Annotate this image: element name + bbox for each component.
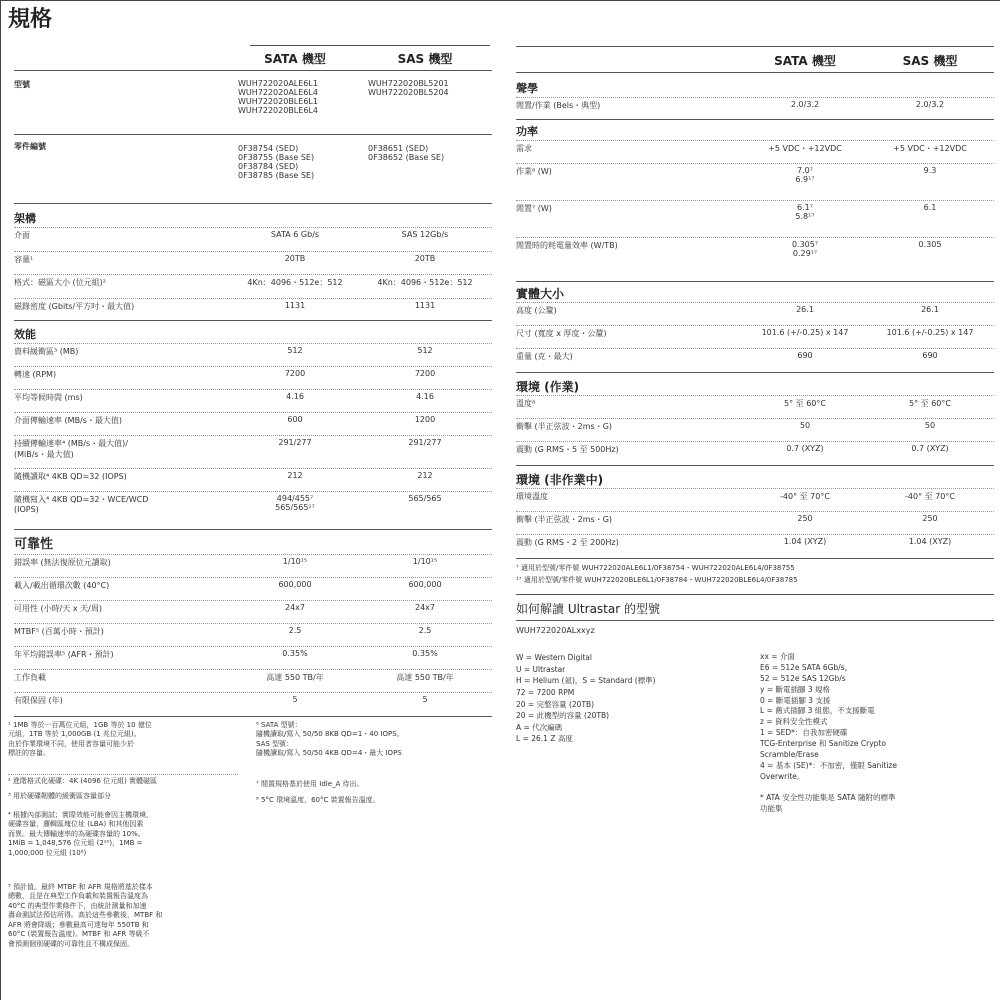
decode-model: WUH722020ALxxyz xyxy=(516,626,595,635)
perf-row-label: 隨機寫入⁴ 4KB QD=32・WCE/WCD (IOPS) xyxy=(14,495,149,514)
perf-row-sas: 7200 xyxy=(414,369,436,378)
footnote-6: ⁶ SATA 型號： 隨機讀取/寫入 50/50 8KB QD=1・40 IOPS。 SAS 型號： 隨機讀取/寫入 50/50 4KB QD=4・最大 IOPS xyxy=(256,721,404,758)
env-nonop-row-rule xyxy=(516,534,994,535)
rel-row-label: 年平均錯誤率⁵ (AFR・預計) xyxy=(14,650,114,659)
right-rule-decode xyxy=(516,620,994,621)
acoustics-row-sata: 2.0/3.2 xyxy=(790,100,820,109)
power-row-rule xyxy=(516,200,994,201)
power-header: 功率 xyxy=(516,125,538,138)
arch-header: 架構 xyxy=(14,212,36,225)
power-row-sas: +5 VDC・+12VDC xyxy=(893,144,967,153)
rel-row-sata: 5 xyxy=(292,695,298,704)
right-rule-power xyxy=(516,281,994,282)
env-nonop-row-sas: 1.04 (XYZ) xyxy=(908,537,952,546)
phys-row-sas: 26.1 xyxy=(921,305,939,314)
left-rule-model xyxy=(14,134,492,135)
rel-row-rule xyxy=(14,646,492,647)
perf-row-rule xyxy=(14,366,492,367)
arch-row-sas: 1131 xyxy=(414,300,436,310)
env-op-row-sas: 5° 至 60°C xyxy=(909,399,951,408)
arch-row-label: 容量¹ xyxy=(14,254,34,264)
arch-row-rule xyxy=(14,251,492,252)
decode-right: xx = 介面 E6 = 512e SATA 6Gb/s， 52 = 512e SAS 12Gb/s y = 斷電插腳 3 規格 0 = 斷電插腳 3 支援 L = 舊式插腳 3 組態，不支援斷電 z = 資料安全性模式 1 = SED*：自我加密硬碟 TCG-Enterprise 和 Sanitize Crypto Scramble/Erase 4 = 基本 (SE)*：不加密，僅限 Sanitize Overwrite。 * ATA 安全性功能集是 SATA 隨附的標準 功能集 xyxy=(760,652,897,814)
env-nonop-row-label: 震動 (G RMS・2 至 200Hz) xyxy=(516,538,619,547)
env-nonop-row-sas: 250 xyxy=(922,514,938,523)
perf-row-rule xyxy=(14,435,492,436)
env-op-row-sata: 50 xyxy=(799,421,811,430)
right-rule-envop xyxy=(516,465,994,466)
perf-row-sata: 291/277 xyxy=(278,438,312,447)
left-rule-part xyxy=(14,203,492,204)
right-rule-top xyxy=(516,46,994,47)
decode-left: W = Western Digital U = Ultrastar H = Helium (氦)，S = Standard (標準) 72 = 7200 RPM 20 = 完整容量 (20TB) 20 = 此機型的容量 (20TB) A = 代次編碼 L = 26.1 Z 高度 xyxy=(516,653,656,744)
perf-row-rule xyxy=(14,468,492,469)
rel-row-sata: 600,000 xyxy=(278,580,312,589)
footnote-2: ² 進階格式化硬碟：4K (4096 位元組) 實體磁區 xyxy=(8,777,158,785)
perf-row-sata: 4.16 xyxy=(286,392,304,401)
power-row-sas: 0.305 xyxy=(918,240,942,249)
power-row-sata: +5 VDC・+12VDC xyxy=(768,144,842,153)
rel-row-label: 有限保固 (年) xyxy=(14,696,63,705)
power-row-sas: 9.3 xyxy=(923,166,937,175)
phys-row-label: 重量 (克・最大) xyxy=(516,352,573,361)
right-rule-phys xyxy=(516,372,994,373)
power-row-label: 閒置⁷ (W) xyxy=(516,204,552,213)
rel-row-label: 錯誤率 (無法復原位元讀取) xyxy=(14,558,111,567)
phys-row-sata: 101.6 (+/-0.25) x 147 xyxy=(761,328,849,337)
env-nonop-row-rule xyxy=(516,488,994,489)
perf-row-sata: 600 xyxy=(287,415,303,424)
env-nonop-row-sata: 1.04 (XYZ) xyxy=(783,537,827,546)
rel-row-rule xyxy=(14,554,492,555)
power-row-sata: 7.0⁷ 6.9¹⁷ xyxy=(795,166,815,184)
left-rule-top xyxy=(250,45,490,46)
acoustics-header: 聲學 xyxy=(516,82,538,95)
right-header-sas: SAS 機型 xyxy=(902,54,958,68)
acoustics-row-label: 閒置/作業 (Bels・典型) xyxy=(516,101,601,110)
power-row-rule xyxy=(516,140,994,141)
power-row-rule xyxy=(516,237,994,238)
phys-row-label: 高度 (公釐) xyxy=(516,306,557,315)
perf-row-sas: 4.16 xyxy=(416,392,434,401)
env-nonop-row-sata: 250 xyxy=(797,514,813,523)
power-row-label: 作業⁸ (W) xyxy=(516,167,552,176)
env-op-row-label: 溫度⁸ xyxy=(516,399,536,408)
env-op-header: 環境 (作業) xyxy=(516,380,580,394)
footnote-1: ¹ 1MB 等於一百萬位元組，1GB 等於 10 億位 元組，1TB 等於 1,000GB (1 兆位元組)。 由於作業環境不同，使用者容量可能少於 標註的容量。 xyxy=(8,721,152,758)
power-row-sata: 0.305⁷ 0.29¹⁷ xyxy=(791,240,819,258)
perf-row-sas: 212 xyxy=(417,471,433,480)
right-note-1: ⁷ 適用於型號/零件號 WUH722020ALE6L1/0F38754・WUH722020ALE6L4/0F38755 xyxy=(516,564,795,572)
rel-row-sata: 24x7 xyxy=(284,603,305,612)
power-row-sata: 6.1⁷ 5.8¹⁷ xyxy=(795,203,815,221)
perf-row-rule xyxy=(14,389,492,390)
phys-row-sas: 101.6 (+/-0.25) x 147 xyxy=(886,328,974,337)
perf-row-label: 資料緩衝區³ (MB) xyxy=(14,347,79,356)
perf-row-label: 隨機讀取⁴ 4KB QD=32 (IOPS) xyxy=(14,472,127,481)
arch-row-label: 磁錄密度 (Gbits/平方吋・最大值) xyxy=(14,301,135,311)
power-row-label: 需求 xyxy=(516,144,532,153)
left-rule-rel xyxy=(14,716,492,717)
left-rule-hdr xyxy=(14,70,492,71)
right-header-sata: SATA 機型 xyxy=(774,54,836,68)
rel-row-sas: 5 xyxy=(422,695,428,704)
env-op-row-sas: 50 xyxy=(924,421,936,430)
perf-row-sas: 512 xyxy=(417,346,433,355)
arch-row-sas: SAS 12Gb/s xyxy=(401,230,449,239)
env-op-row-sata: 0.7 (XYZ) xyxy=(786,444,824,453)
acoustics-row-rule xyxy=(516,97,994,98)
phys-row-rule xyxy=(516,302,994,303)
arch-row-sas: 4Kn：4096・512e：512 xyxy=(377,278,473,287)
perf-row-sata: 7200 xyxy=(284,369,306,378)
rel-row-sata: 2.5 xyxy=(288,626,302,635)
arch-row-sata: 1131 xyxy=(284,300,306,310)
perf-row-rule xyxy=(14,491,492,492)
perf-header: 效能 xyxy=(14,328,36,341)
rel-row-sas: 高達 550 TB/年 xyxy=(396,673,454,682)
power-row-label: 閒置時的耗電量效率 (W/TB) xyxy=(516,241,618,250)
model-sas: WUH722020BL5201 WUH722020BL5204 xyxy=(368,79,449,97)
phys-row-sas: 690 xyxy=(922,351,938,360)
arch-row-label: 格式：磁區大小 (位元組)² xyxy=(14,278,106,287)
power-row-rule xyxy=(516,163,994,164)
perf-row-rule xyxy=(14,343,492,344)
acoustics-row-sas: 2.0/3.2 xyxy=(915,100,945,109)
phys-row-sata: 690 xyxy=(797,351,813,360)
env-op-row-sas: 0.7 (XYZ) xyxy=(911,444,949,453)
decode-title: 如何解讀 Ultrastar 的型號 xyxy=(516,602,660,616)
footnote-7: ⁷ 閒置規格基於使用 Idle_A 待出。 xyxy=(256,780,364,788)
phys-row-label: 尺寸 (寬度 x 厚度・公釐) xyxy=(516,329,607,338)
footnote-4: ⁴ 根據內部測試；實際效能可能會因主機環境、 硬碟容量、邏輯區塊位址 (LBA) 和其他因素 而異。最大傳輸速率的為硬碟容量的 10%。 1MiB = 1,048,576 位元組 (2²⁰)，1MB = 1,000,000 位元組 (10⁶) xyxy=(8,811,154,857)
phys-row-sata: 26.1 xyxy=(796,305,814,314)
rel-row-sas: 0.35% xyxy=(412,649,438,658)
right-rule-hdr xyxy=(516,72,994,73)
right-rule-envnonop xyxy=(516,558,994,559)
footnote-rule xyxy=(8,774,238,775)
arch-row-label: 介面 xyxy=(14,231,30,240)
arch-row-sas: 20TB xyxy=(414,253,436,263)
arch-row-sata: SATA 6 Gb/s xyxy=(270,230,320,239)
rel-row-sas: 24x7 xyxy=(414,603,435,612)
env-op-row-sata: 5° 至 60°C xyxy=(784,399,826,408)
right-note-2: ¹⁷ 適用於型號/零件號 WUH722020BLE6L1/0F38784・WUH722020BLE6L4/0F38785 xyxy=(516,576,798,584)
perf-row-label: 轉速 (RPM) xyxy=(14,370,57,379)
arch-row-rule xyxy=(14,298,492,299)
rel-row-label: 載入/載出循環次數 (40°C) xyxy=(14,581,110,590)
part-label: 零件編號 xyxy=(14,142,46,151)
perf-row-sata: 494/455⁷ 565/565¹⁷ xyxy=(275,494,315,512)
rel-row-sas: 1/10¹⁵ xyxy=(412,557,438,566)
rel-row-label: 可用性 (小時/天 x 天/周) xyxy=(14,604,102,613)
footnote-3: ³ 用於硬碟韌體的緩衝區容量部分 xyxy=(8,792,112,800)
frame-left-border xyxy=(0,0,1,1000)
rel-row-rule xyxy=(14,623,492,624)
rel-header: 可靠性 xyxy=(14,537,54,552)
arch-row-sata: 4Kn：4096・512e：512 xyxy=(247,278,343,287)
env-nonop-row-label: 環境溫度 xyxy=(516,492,548,501)
rel-row-label: MTBF⁵ (百萬小時・預計) xyxy=(14,627,104,636)
phys-row-rule xyxy=(516,348,994,349)
left-rule-arch xyxy=(14,320,492,321)
arch-row-rule xyxy=(14,274,492,275)
rel-row-rule xyxy=(14,577,492,578)
power-row-sas: 6.1 xyxy=(923,203,937,212)
env-nonop-header: 環境 (非作業中) xyxy=(516,473,604,487)
perf-row-label: 持續傳輸速率⁴ (MB/s・最大值)/ (MiB/s・最大值) xyxy=(14,439,128,459)
left-header-sas: SAS 機型 xyxy=(397,52,453,66)
part-sas: 0F38651 (SED) 0F38652 (Base SE) xyxy=(368,144,445,162)
rel-row-sas: 600,000 xyxy=(408,580,442,589)
env-op-row-rule xyxy=(516,441,994,442)
rel-row-sata: 1/10¹⁵ xyxy=(282,557,308,566)
env-nonop-row-label: 衝擊 (半正弦波・2ms・G) xyxy=(516,515,613,524)
perf-row-sata: 512 xyxy=(287,346,303,355)
perf-row-rule xyxy=(14,412,492,413)
env-nonop-row-rule xyxy=(516,511,994,512)
left-rule-perf xyxy=(14,529,492,530)
rel-row-sata: 0.35% xyxy=(282,649,308,658)
part-sata: 0F38754 (SED) 0F38755 (Base SE) 0F38784 (SED) 0F38785 (Base SE) xyxy=(238,144,315,180)
rel-row-rule xyxy=(14,669,492,670)
rel-row-sata: 高達 550 TB/年 xyxy=(266,673,324,682)
env-nonop-row-sata: -40° 至 70°C xyxy=(780,492,830,501)
arch-row-rule xyxy=(14,227,492,228)
left-header-sata: SATA 機型 xyxy=(264,52,326,66)
model-label: 型號 xyxy=(14,80,30,89)
perf-row-sas: 291/277 xyxy=(408,438,442,447)
env-nonop-row-sas: -40° 至 70°C xyxy=(905,492,955,501)
right-rule-acoustic xyxy=(516,119,994,120)
page-title: 規格 xyxy=(8,7,53,32)
env-op-row-rule xyxy=(516,418,994,419)
arch-row-sata: 20TB xyxy=(284,253,306,263)
model-sata: WUH722020ALE6L1 WUH722020ALE6L4 WUH722020BLE6L1 WUH722020BLE6L4 xyxy=(238,79,318,115)
frame-top-border xyxy=(0,0,1000,1)
perf-row-sas: 1200 xyxy=(414,415,436,424)
perf-row-sas: 565/565 xyxy=(408,494,442,503)
perf-row-label: 介面傳輸速率 (MB/s・最大值) xyxy=(14,416,123,425)
rel-row-label: 工作負載 xyxy=(14,673,46,682)
footnote-5: ⁵ 預計值。最終 MTBF 和 AFR 規格將基於樣本 總數，且是在典型工作負載和裝置報告溫度為 40°C 的典型作業條件下，由統計測量和加速 壽命測試法預估所得。高於這些參數後，MTBF 和 AFR 將會降級；參數最高可達每年 550TB 和 60°C (裝置報告溫度)。MTBF 和 AFR 等級不 會預測個別硬碟的可靠性且不構成保固。 xyxy=(8,883,163,948)
perf-row-sata: 212 xyxy=(287,471,303,480)
rel-row-sas: 2.5 xyxy=(418,626,432,635)
rel-row-rule xyxy=(14,600,492,601)
right-rule-notes xyxy=(516,594,994,595)
phys-row-rule xyxy=(516,325,994,326)
env-op-row-label: 衝擊 (半正弦波・2ms・G) xyxy=(516,422,613,431)
rel-row-rule xyxy=(14,692,492,693)
env-op-row-label: 震動 (G RMS・5 至 500Hz) xyxy=(516,445,619,454)
perf-row-label: 平均等候時間 (ms) xyxy=(14,393,83,402)
phys-header: 實體大小 xyxy=(516,287,565,301)
env-op-row-rule xyxy=(516,395,994,396)
footnote-8: ⁸ 5°C 環境溫度，60°C 裝置報告溫度。 xyxy=(256,796,380,804)
